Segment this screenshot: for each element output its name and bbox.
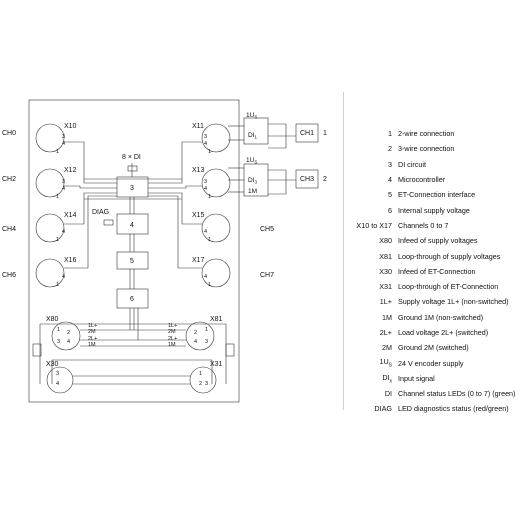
pin-label: 4 xyxy=(204,141,208,147)
block-label-5: 5 xyxy=(130,258,134,265)
channel-label-ch4: CH4 xyxy=(2,226,17,233)
legend-desc: Internal supply voltage xyxy=(398,205,470,215)
connector-x14 xyxy=(36,214,64,242)
legend-desc: Load voltage 2L+ (switched) xyxy=(398,328,489,337)
pin-label: 4 xyxy=(62,186,66,192)
legend-desc: 3-wire connection xyxy=(398,144,455,154)
pin-label: 1 xyxy=(205,327,209,333)
connector-label-x10: X10 xyxy=(64,123,77,130)
pin-label: 3 xyxy=(204,134,208,140)
bus-label-1lplus-right: 1L+ xyxy=(168,323,178,329)
legend-row xyxy=(346,233,518,248)
pin-label: 1 xyxy=(208,282,212,288)
connector-label-x11: X11 xyxy=(192,123,204,130)
legend-key: 6 xyxy=(388,205,392,215)
legend-key-main: DI xyxy=(382,372,390,382)
connector-label-x15: X15 xyxy=(192,212,205,219)
legend-row xyxy=(346,310,518,325)
pin-label: 2 xyxy=(67,330,71,336)
channel-label-ch5: CH5 xyxy=(260,226,275,233)
channel-label-ch7: CH7 xyxy=(260,272,275,279)
legend-desc: Loop-through of supply voltages xyxy=(398,251,501,261)
legend-key: 1 xyxy=(388,129,392,139)
legend-row xyxy=(346,126,518,141)
bus-label-1m-left: 1M xyxy=(88,342,96,348)
legend-row xyxy=(346,264,518,279)
pin-label: 1 xyxy=(208,237,212,243)
legend-desc: Channel status LEDs (0 to 7) (green) xyxy=(398,389,516,399)
pin-label: 1 xyxy=(57,327,61,333)
block-label-3: 3 xyxy=(130,185,134,192)
sensor-2-supply-label: $1U_S$ xyxy=(246,157,258,165)
connector-x81 xyxy=(186,322,214,350)
connector-label-x13: X13 xyxy=(192,167,205,174)
pin-label: 4 xyxy=(62,229,66,235)
legend-key: DI xyxy=(384,389,392,399)
pin-label: 4 xyxy=(204,274,208,280)
pin-label: 2 xyxy=(199,381,203,387)
legend-row xyxy=(346,294,518,309)
legend-row xyxy=(346,371,518,386)
pin-label: 3 xyxy=(57,339,61,345)
sensor-2-number: 2 xyxy=(323,176,327,183)
pin-label: 3 xyxy=(62,179,66,185)
legend-key: X30 xyxy=(379,266,392,276)
connector-x15 xyxy=(202,214,230,242)
connector-label-x31: X31 xyxy=(210,361,223,368)
connector-x12 xyxy=(36,169,64,197)
connector-label-x14: X14 xyxy=(64,212,77,219)
legend xyxy=(346,126,518,417)
legend-key-main: 1U xyxy=(379,357,389,367)
connector-label-x16: X16 xyxy=(64,257,77,264)
connector-label-x30: X30 xyxy=(46,361,59,368)
connector-x16 xyxy=(36,259,64,287)
di-label: 8 × DI xyxy=(122,154,141,161)
connector-label-x80: X80 xyxy=(46,316,59,323)
pin-label: 4 xyxy=(56,381,60,387)
legend-row xyxy=(346,279,518,294)
pin-label: 1 xyxy=(56,149,60,155)
legend-key: 5 xyxy=(388,190,392,200)
legend-key: 4 xyxy=(388,175,392,185)
connector-x30 xyxy=(47,367,73,393)
pin-label: 1 xyxy=(56,237,60,243)
legend-desc: Microcontroller xyxy=(398,175,446,185)
legend-desc: DI circuit xyxy=(398,159,426,169)
legend-desc: ET-Connection interface xyxy=(398,190,476,200)
legend-key-sub: x xyxy=(389,378,392,385)
legend-key: 3 xyxy=(388,159,392,169)
sensor-1-supply-label: $1U_S$ xyxy=(246,112,258,120)
legend-desc: Ground 1M (non-switched) xyxy=(398,312,484,322)
legend-row xyxy=(346,187,518,202)
legend-key: 2L+ xyxy=(379,328,392,337)
channel-label-ch2: CH2 xyxy=(2,176,17,183)
legend-row xyxy=(346,325,518,340)
legend-desc: Input signal xyxy=(398,373,435,383)
pin-label: 3 xyxy=(204,179,208,185)
legend-row xyxy=(346,401,518,416)
legend-key: 1M xyxy=(382,312,392,322)
sensor-2-ground-label: 1M xyxy=(248,188,258,195)
sensor-1-channel: CH1 xyxy=(300,130,315,137)
connector-x10 xyxy=(36,124,64,152)
legend-row xyxy=(346,355,518,370)
legend-row xyxy=(346,218,518,233)
sensor-1-box xyxy=(244,118,268,144)
legend-desc: 24 V encoder supply xyxy=(398,358,464,368)
pin-label: 4 xyxy=(194,339,198,345)
legend-key xyxy=(346,357,398,368)
pin-label: 3 xyxy=(205,339,209,345)
bus-label-2lplus-left: 2L+ xyxy=(88,336,98,342)
legend-desc: Infeed of ET-Connection xyxy=(398,266,476,276)
legend-row xyxy=(346,340,518,355)
legend-row xyxy=(346,157,518,172)
legend-divider xyxy=(343,92,344,410)
di-led-symbol xyxy=(128,166,137,171)
pin-label: 4 xyxy=(204,229,208,235)
block-label-4: 4 xyxy=(130,222,134,229)
bus-label-1lplus-left: 1L+ xyxy=(88,323,98,329)
sensor-2-input-label: $DI_3$ xyxy=(248,177,258,185)
sensor-1-number: 1 xyxy=(323,130,327,137)
pin-label: 1 xyxy=(56,282,60,288)
pin-label: 4 xyxy=(62,141,66,147)
legend-key: X31 xyxy=(379,282,392,292)
pin-label: 1 xyxy=(56,194,60,200)
legend-key: 2M xyxy=(382,343,392,353)
legend-desc: LED diagnostics status (red/green) xyxy=(398,404,509,414)
pin-label: 4 xyxy=(204,186,208,192)
legend-key: X80 xyxy=(379,236,392,246)
legend-row xyxy=(346,141,518,156)
legend-key xyxy=(346,373,398,384)
legend-desc: Loop-through of ET-Connection xyxy=(398,282,499,292)
bus-label-2m-right: 2M xyxy=(168,329,176,335)
legend-key: 1L+ xyxy=(379,297,392,307)
legend-row xyxy=(346,202,518,217)
legend-row xyxy=(346,172,518,187)
sensor-2-channel: CH3 xyxy=(300,176,315,183)
pin-label: 1 xyxy=(208,194,212,200)
legend-key: X10 to X17 xyxy=(356,220,392,230)
pin-label: 1 xyxy=(208,149,212,155)
connector-label-x17: X17 xyxy=(192,257,205,264)
legend-row xyxy=(346,248,518,263)
legend-key: X81 xyxy=(379,251,392,261)
legend-desc: Ground 2M (switched) xyxy=(398,343,469,353)
legend-desc: Supply voltage 1L+ (non-switched) xyxy=(398,297,509,307)
bus-label-2m-left: 2M xyxy=(88,329,96,335)
diag-led-symbol xyxy=(104,220,113,225)
legend-desc: Infeed of supply voltages xyxy=(398,236,478,246)
bus-label-2lplus-right: 2L+ xyxy=(168,336,178,342)
connector-label-x81: X81 xyxy=(210,316,223,323)
pin-label: 4 xyxy=(62,274,66,280)
legend-key: DIAG xyxy=(374,404,392,414)
diag-label: DIAG xyxy=(92,209,110,216)
connector-x17 xyxy=(202,259,230,287)
pin-label: 3 xyxy=(205,381,209,387)
connector-label-x12: X12 xyxy=(64,167,77,174)
pin-label: 4 xyxy=(67,339,71,345)
sensor-1-input-label: $DI_1$ xyxy=(248,132,258,140)
pin-label: 3 xyxy=(62,134,66,140)
pin-label: 2 xyxy=(194,330,198,336)
legend-key: 2 xyxy=(388,144,392,154)
channel-label-ch6: CH6 xyxy=(2,272,17,279)
legend-row xyxy=(346,386,518,401)
pin-label: 3 xyxy=(56,371,60,377)
block-label-6: 6 xyxy=(130,296,134,303)
legend-desc: 2-wire connection xyxy=(398,129,455,139)
legend-desc: Channels 0 to 7 xyxy=(398,220,449,230)
pin-label: 1 xyxy=(199,371,203,377)
bus-label-1m-right: 1M xyxy=(168,342,176,348)
channel-label-ch0: CH0 xyxy=(2,130,17,137)
bus-fuse-right xyxy=(226,344,234,356)
legend-key-sub: S xyxy=(388,362,392,369)
